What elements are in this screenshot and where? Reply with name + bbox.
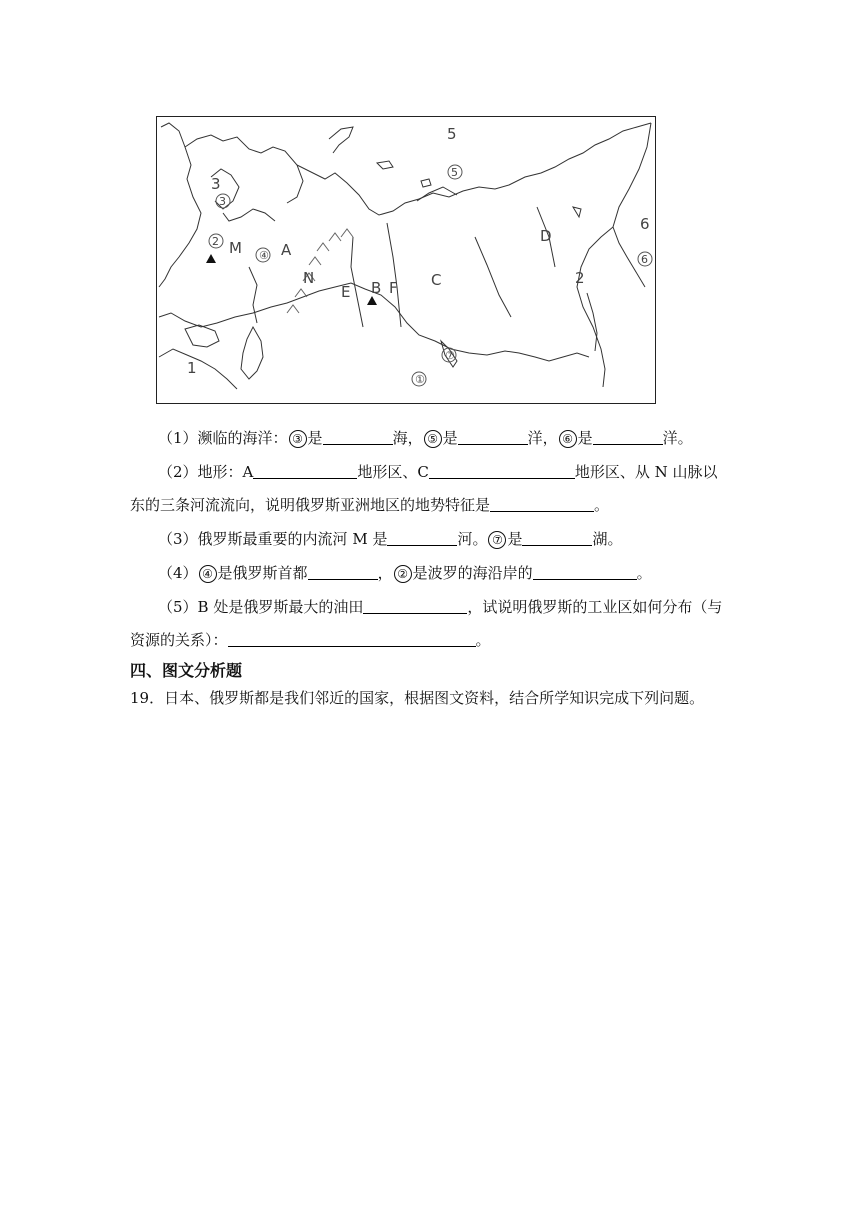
map-label-3: 3 bbox=[211, 175, 221, 193]
q2-prefix: （2）地形：A bbox=[158, 463, 254, 481]
circle-2: ② bbox=[394, 565, 412, 583]
circle-7: ⑦ bbox=[488, 531, 506, 549]
map-label-6: 6 bbox=[640, 215, 650, 233]
map-label-N: N bbox=[303, 269, 315, 287]
map-label-D: D bbox=[540, 227, 552, 245]
q4-text-4: 。 bbox=[636, 564, 652, 582]
answer-blank[interactable] bbox=[228, 631, 476, 647]
map-label-1: 1 bbox=[187, 359, 197, 377]
q1-text-4: 洋， bbox=[527, 429, 558, 447]
q4-text-3: 是波罗的海沿岸的 bbox=[412, 564, 533, 582]
map-label-2-circled: 2 bbox=[212, 235, 219, 248]
circle-6: ⑥ bbox=[559, 430, 577, 448]
q1-text-5: 是 bbox=[577, 429, 593, 447]
map-label-7-circled: ⑦ bbox=[445, 349, 455, 362]
map-drawing bbox=[157, 117, 654, 402]
answer-blank[interactable] bbox=[363, 598, 467, 614]
map-label-4-circled: ④ bbox=[259, 249, 269, 262]
answer-blank[interactable] bbox=[522, 530, 592, 546]
q2-line2-text: 东的三条河流流向，说明俄罗斯亚洲地区的地势特征是 bbox=[130, 496, 491, 514]
q3-text-3: 湖。 bbox=[592, 530, 623, 548]
question-1 bbox=[158, 428, 693, 448]
q5-line2-text: 资源的关系）： bbox=[130, 631, 228, 649]
question-3 bbox=[158, 529, 623, 549]
q1-prefix: （1）濒临的海洋： bbox=[158, 429, 288, 447]
q4-text-2: ， bbox=[377, 564, 393, 582]
question-19: 19．日本、俄罗斯都是我们邻近的国家，根据图文资料，结合所学知识完成下列问题。 bbox=[130, 689, 705, 707]
q5-line2-end: 。 bbox=[475, 631, 491, 649]
section-title: 四、图文分析题 bbox=[130, 661, 243, 680]
q2-line2-end: 。 bbox=[594, 496, 610, 514]
q1-text-2: 海， bbox=[392, 429, 423, 447]
answer-blank[interactable] bbox=[593, 429, 663, 445]
map-label-C: C bbox=[431, 271, 442, 289]
map-label-F: F bbox=[389, 279, 398, 297]
question-5 bbox=[158, 597, 722, 617]
russia-map bbox=[156, 116, 656, 404]
circle-4: ④ bbox=[199, 565, 217, 583]
question-4 bbox=[158, 563, 652, 583]
q5-text-1: ，试说明俄罗斯的工业区如何分布（与 bbox=[467, 598, 723, 616]
map-label-1-circled: ① bbox=[415, 373, 425, 386]
q2-text-1: 地形区、C bbox=[357, 463, 429, 481]
q3-text-1: 河。 bbox=[457, 530, 488, 548]
map-label-6-circled: 6 bbox=[641, 253, 648, 266]
answer-blank[interactable] bbox=[308, 564, 378, 580]
answer-blank[interactable] bbox=[490, 496, 594, 512]
question-2-line-2 bbox=[130, 495, 609, 515]
answer-blank[interactable] bbox=[387, 530, 457, 546]
map-label-M: M bbox=[229, 239, 242, 257]
answer-blank[interactable] bbox=[253, 463, 357, 479]
circle-3: ③ bbox=[289, 430, 307, 448]
q4-text-1: 是俄罗斯首都 bbox=[217, 564, 308, 582]
q3-prefix: （3）俄罗斯最重要的内流河 M 是 bbox=[158, 530, 388, 548]
circle-5: ⑤ bbox=[424, 430, 442, 448]
question-5-line-2 bbox=[130, 630, 491, 650]
answer-blank[interactable] bbox=[533, 564, 637, 580]
answer-blank[interactable] bbox=[323, 429, 393, 445]
q1-text-3: 是 bbox=[442, 429, 458, 447]
map-label-E: E bbox=[341, 283, 351, 301]
answer-blank[interactable] bbox=[429, 463, 575, 479]
answer-blank[interactable] bbox=[458, 429, 528, 445]
q4-prefix: （4） bbox=[158, 564, 198, 582]
q1-text-6: 洋。 bbox=[662, 429, 693, 447]
question-2 bbox=[158, 462, 718, 482]
map-label-A: A bbox=[281, 241, 292, 259]
q1-text-1: 是 bbox=[307, 429, 323, 447]
map-label-5-circled: 5 bbox=[451, 166, 458, 179]
map-label-3-circled: 3 bbox=[219, 195, 226, 208]
q3-text-2: 是 bbox=[507, 530, 523, 548]
map-label-5: 5 bbox=[447, 125, 457, 143]
q2-text-2: 地形区、从 N 山脉以 bbox=[574, 463, 718, 481]
q5-prefix: （5）B 处是俄罗斯最大的油田 bbox=[158, 598, 364, 616]
map-label-2: 2 bbox=[575, 269, 585, 287]
map-label-B: B bbox=[371, 279, 382, 297]
